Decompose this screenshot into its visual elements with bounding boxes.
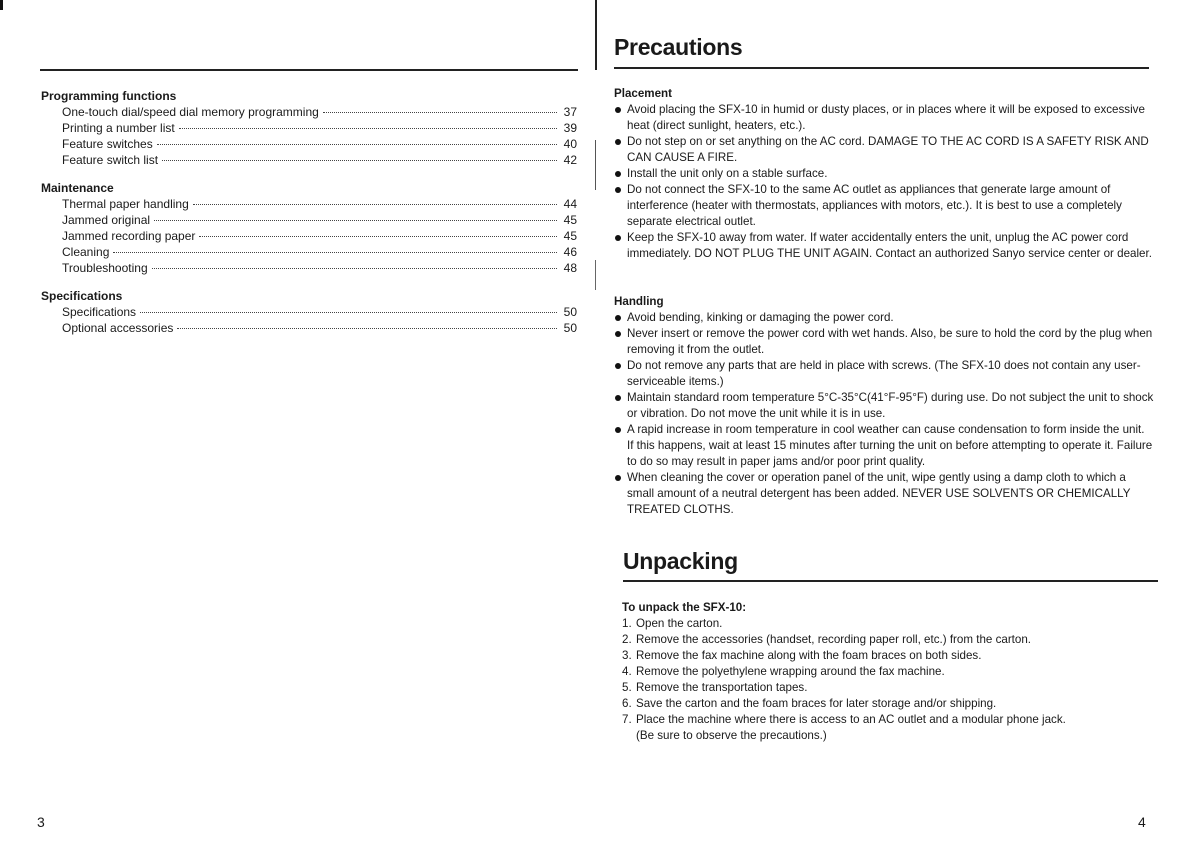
list-item xyxy=(614,326,1154,358)
bullet-icon xyxy=(615,139,621,145)
step-number: 2. xyxy=(622,633,632,646)
toc-entry-label: Feature switch list xyxy=(62,153,159,167)
precautions-rule xyxy=(614,67,1149,69)
toc-entry-label: Jammed recording paper xyxy=(62,229,196,243)
toc-section-heading: Maintenance xyxy=(41,181,114,195)
toc-entry xyxy=(41,120,577,136)
toc-entry-page: 37 xyxy=(563,105,577,119)
dot-leader xyxy=(193,204,557,205)
toc-entry xyxy=(41,228,577,244)
toc-top-rule xyxy=(40,69,578,71)
toc-entry-label: Optional accessories xyxy=(62,321,174,335)
dot-leader xyxy=(154,220,557,221)
list-item xyxy=(614,102,1154,134)
dot-leader xyxy=(152,268,557,269)
bullet-icon xyxy=(615,475,621,481)
toc-entry-label: Feature switches xyxy=(62,137,153,151)
toc-entry xyxy=(41,196,577,212)
dot-leader xyxy=(177,328,557,329)
bullet-icon xyxy=(615,187,621,193)
step-text: Remove the accessories (handset, recording paper roll, etc.) from the carton. xyxy=(636,633,1032,646)
step-text: Save the carton and the foam braces for later storage and/or shipping. xyxy=(636,697,997,710)
page-number: 3 xyxy=(37,814,45,830)
toc-entry-page: 45 xyxy=(563,213,577,227)
unpacking-title: Unpacking xyxy=(623,548,738,574)
unpacking-step xyxy=(622,616,1162,632)
toc-entry-page: 45 xyxy=(563,229,577,243)
dot-leader xyxy=(157,144,557,145)
toc-section-heading: Programming functions xyxy=(41,89,177,103)
handling-list xyxy=(614,310,1154,518)
bullet-icon xyxy=(615,315,621,321)
table-of-contents xyxy=(41,88,577,348)
unpacking-step xyxy=(622,664,1162,680)
toc-entry-label: Printing a number list xyxy=(62,121,175,135)
step-text: Remove the polyethylene wrapping around the fax machine. xyxy=(636,665,945,678)
step-number: 7. xyxy=(622,713,632,726)
toc-entry-page: 39 xyxy=(563,121,577,135)
unpacking-section xyxy=(622,600,1162,744)
dot-leader xyxy=(199,236,557,237)
toc-section-heading: Specifications xyxy=(41,289,123,303)
list-item xyxy=(614,390,1154,422)
list-item xyxy=(614,422,1154,470)
bullet-icon xyxy=(615,171,621,177)
bullet-icon xyxy=(615,363,621,369)
unpacking-step xyxy=(622,648,1162,664)
toc-entry-page: 44 xyxy=(563,197,577,211)
list-item xyxy=(614,182,1154,230)
list-item xyxy=(614,230,1154,262)
unpacking-step xyxy=(622,712,1162,728)
dot-leader xyxy=(323,112,557,113)
bullet-icon xyxy=(615,427,621,433)
bullet-icon xyxy=(615,107,621,113)
unpacking-note: (Be sure to observe the precautions.) xyxy=(636,729,827,742)
toc-entry xyxy=(41,304,577,320)
toc-entry-label: Jammed original xyxy=(62,213,151,227)
toc-entry xyxy=(41,136,577,152)
toc-entry-page: 48 xyxy=(563,261,577,275)
unpacking-step xyxy=(622,632,1162,648)
list-item xyxy=(614,358,1154,390)
list-item xyxy=(614,166,1154,182)
toc-entry xyxy=(41,152,577,168)
unpacking-heading: To unpack the SFX-10: xyxy=(622,601,747,614)
toc-section xyxy=(41,180,577,276)
handling-heading: Handling xyxy=(614,295,664,308)
toc-entry-page: 50 xyxy=(563,305,577,319)
list-item-text: Keep the SFX-10 away from water. If water accidentally enters the unit, unplug the AC power cord immediately. DO NOT PLUG THE UNIT AGAIN. Contact an authorized Sanyo service center or dealer. xyxy=(627,231,1152,260)
placement-heading: Placement xyxy=(614,87,672,100)
dot-leader xyxy=(179,128,557,129)
toc-entry-page: 42 xyxy=(563,153,577,167)
toc-entry-label: Cleaning xyxy=(62,245,110,259)
step-number: 3. xyxy=(622,649,632,662)
toc-entry-label: Troubleshooting xyxy=(62,261,148,275)
toc-entry xyxy=(41,244,577,260)
right-page xyxy=(594,0,1189,850)
placement-section xyxy=(614,86,1154,262)
step-text: Place the machine where there is access to an AC outlet and a modular phone jack. xyxy=(636,713,1066,726)
list-item xyxy=(614,470,1154,518)
list-item-text: A rapid increase in room temperature in cool weather can cause condensation to form inside the unit. If this happens, wait at least 15 minutes after turning the unit on before attempting to operate it. Failure to do so may result in paper jams and/or poor print quality. xyxy=(627,423,1153,468)
list-item-text: Do not remove any parts that are held in place with screws. (The SFX-10 does not contain any user-serviceable items.) xyxy=(627,359,1141,388)
unpacking-steps xyxy=(622,616,1162,728)
step-text: Remove the transportation tapes. xyxy=(636,681,808,694)
toc-section xyxy=(41,88,577,168)
list-item-text: Do not step on or set anything on the AC cord. DAMAGE TO THE AC CORD IS A SAFETY RISK AND CAN CAUSE A FIRE. xyxy=(627,135,1149,164)
step-number: 1. xyxy=(622,617,632,630)
toc-entry-label: Thermal paper handling xyxy=(62,197,189,211)
unpacking-step xyxy=(622,680,1162,696)
step-text: Remove the fax machine along with the foam braces on both sides. xyxy=(636,649,982,662)
bullet-icon xyxy=(615,395,621,401)
placement-list xyxy=(614,102,1154,262)
toc-entry xyxy=(41,260,577,276)
list-item-text: Install the unit only on a stable surface. xyxy=(627,167,828,180)
unpacking-rule xyxy=(623,580,1158,582)
step-number: 5. xyxy=(622,681,632,694)
bullet-icon xyxy=(615,235,621,241)
toc-entry-label: Specifications xyxy=(62,305,137,319)
step-text: Open the carton. xyxy=(636,617,723,630)
toc-entry xyxy=(41,104,577,120)
list-item xyxy=(614,134,1154,166)
list-item-text: Avoid bending, kinking or damaging the power cord. xyxy=(627,311,894,324)
toc-entry-page: 46 xyxy=(563,245,577,259)
handling-section xyxy=(614,294,1154,518)
list-item-text: Do not connect the SFX-10 to the same AC outlet as appliances that generate large amount of interference (heater with thermostats, appliances with motors, etc.). It is best to use a completely separate electrical outlet. xyxy=(627,183,1122,228)
dot-leader xyxy=(140,312,557,313)
toc-section xyxy=(41,288,577,336)
page-number: 4 xyxy=(1138,814,1146,830)
toc-entry-label: One-touch dial/speed dial memory programming xyxy=(62,105,319,119)
list-item xyxy=(614,310,1154,326)
step-number: 4. xyxy=(622,665,632,678)
toc-entry xyxy=(41,320,577,336)
unpacking-step xyxy=(622,696,1162,712)
step-number: 6. xyxy=(622,697,632,710)
left-page xyxy=(0,0,594,850)
bullet-icon xyxy=(615,331,621,337)
precautions-title: Precautions xyxy=(614,34,743,60)
dot-leader xyxy=(162,160,557,161)
toc-entry-page: 40 xyxy=(563,137,577,151)
dot-leader xyxy=(113,252,557,253)
list-item-text: Maintain standard room temperature 5°C-35°C(41°F-95°F) during use. Do not subject the unit to shock or vibration. Do not move the unit while it is in use. xyxy=(627,391,1154,420)
list-item-text: Never insert or remove the power cord with wet hands. Also, be sure to hold the cord by the plug when removing it from the outlet. xyxy=(627,327,1153,356)
list-item-text: Avoid placing the SFX-10 in humid or dusty places, or in places where it will be exposed to excessive heat (direct sunlight, heaters, etc.). xyxy=(627,103,1145,132)
toc-entry-page: 50 xyxy=(563,321,577,335)
toc-entry xyxy=(41,212,577,228)
list-item-text: When cleaning the cover or operation panel of the unit, wipe gently using a damp cloth to which a small amount of a neutral detergent has been added. NEVER USE SOLVENTS OR CHEMICALLY TREATED CLOTHS. xyxy=(627,471,1131,516)
